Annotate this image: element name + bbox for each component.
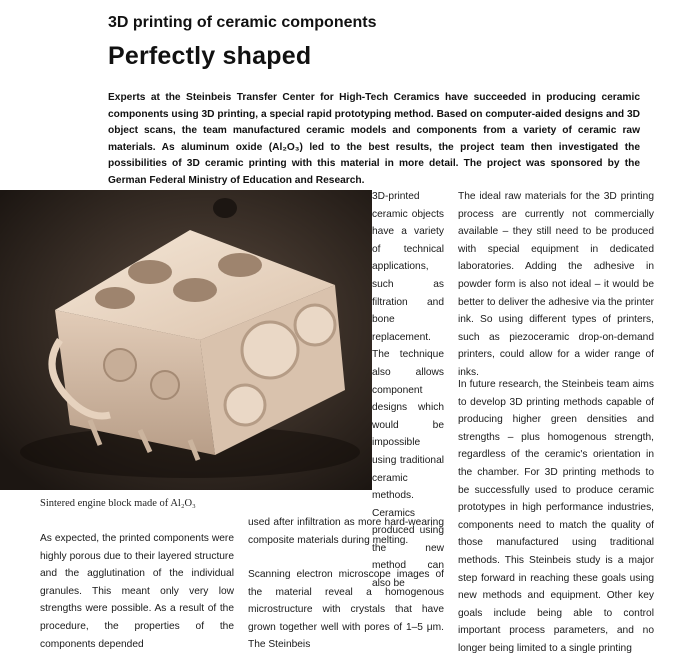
engine-block-photo xyxy=(0,190,372,490)
body-narrow-column-tail: used after infiltration as more hard-wearing composite materials during melting. xyxy=(248,517,444,546)
figure-caption: Sintered engine block made of Al₂O₃ xyxy=(40,498,196,509)
body-column1-paragraph: As expected, the printed components were highly porous due to their layered structure and the agglutination of the individual granules. This meant only very low strengths were possible. As a result of the procedure, the properties of the components depended xyxy=(40,533,234,650)
article-headline: Perfectly shaped xyxy=(108,42,312,70)
body-column3-paragraph2: In future research, the Steinbeis team aims to develop 3D printing methods capable of producing higher green densities and strengths – plus homogenous strength, regardless of the ceramic's orientation in the chamber. For 3D printing methods to be successfully used to produce ceramic prototypes in high performance industries, components need to match the quality of those manufactured using traditional methods. This Steinbeis study is a major step forward in reaching these goals using new methods and equipment. Other key goals include being able to control important process parameters, and no longer being limited to a single printing xyxy=(458,379,654,654)
article-kicker: 3D printing of ceramic components xyxy=(108,14,377,31)
body-narrow-column: 3D-printed ceramic objects have a variety of technical applications, such as filtration and bone replacement. The technique also allows component designs which would be impossible using traditional ceramic methods. Ceramics produced using the new method can also be xyxy=(372,191,444,590)
body-column2-paragraph: Scanning electron microscope images of the material reveal a homogenous microstructure with crystals that have grown together well with pores of 1–5 μm. The Steinbeis xyxy=(248,569,444,651)
article-lead: Experts at the Steinbeis Transfer Center for High-Tech Ceramics have succeeded in producing ceramic components using 3D printing, a special rapid prototyping method. Based on computer-aided designs and 3D object scans, the team manufactured ceramic models and components from a variety of ceramic raw materials. As aluminum oxide (Al₂O₃) led to the best results, the project team then investigated the possibilities of 3D ceramic printing with this material in more detail. The project was sponsored by the German Federal Ministry of Education and Research. xyxy=(108,92,640,186)
engine-block-illustration xyxy=(0,190,372,490)
body-column3-paragraph1: The ideal raw materials for the 3D printing process are currently not commercially available – they still need to be produced with special equipment in dedicated laboratories. Adding the adhesive in powder form is also not ideal – it would be better to deliver the adhesive via the printer ink. So using different types of printers, such as piezoceramic drop-on-demand printers, could allow for a wider range of inks. xyxy=(458,191,654,378)
